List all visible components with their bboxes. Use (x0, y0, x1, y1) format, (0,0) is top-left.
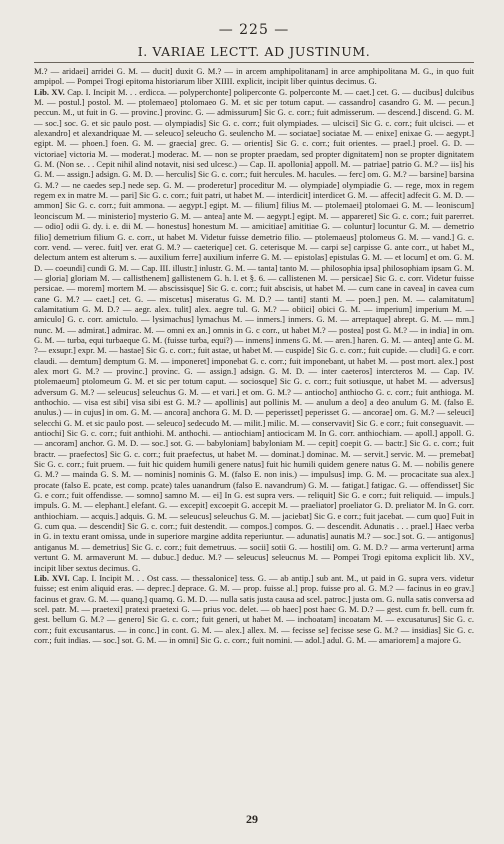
book-label: Lib. XVI. (34, 572, 70, 583)
running-head: I. VARIAE LECTT. AD JUSTINUM. (34, 44, 474, 63)
apparatus-paragraph (34, 573, 474, 645)
paragraph-text: Cap. I. Incipit M. . . Ost cass. — thessalonice] tess. G. — ab antip.] sub ant. M., ut paid in G. supra vers. videtur fuisse; est enim aliquid eras. — deprec.] deprace. G. M. — prop. fuisse al.] prop. fuisse pro al. G. M.? — facinus in eo grav.] facinus et grav. G. M. — quanq.] quamq. G. M. D. — nulla satis justa causa ad scel. patroc.] justa om. G. nulla satis conversa ad scel. patr. M. — praetexi] pratexi praetexi G. — prius voc. delet. — ob haec] post haec G. M. D.? — gest. cum fr. bell. cum fr. gest. bellum G. M.? — genero] Sic G. c. corr.; fuit generi, ut habet M. — inchoatam] incoatam M. — excusaturus] Sic G. c. corr.; fuit excusantarus. — in conc.] in cont. G. M. — alex.] allex. M. — fecisse se] fecisse sese G. M.? — insidias] Sic G. c. corr.; fuit indias. — soc.] sot. G. M. — in omni] Sic G. c. corr.; fuit nomini. — adol.] adul. G. M. — amariorem] a majore G. (34, 572, 474, 645)
paragraph-text: Cap. I. Incipit M. . . erdicca. — polyperchonte] poliperconte G. polperconte M. — caet.] cet. G. — ducibus] dulcibus M. — postul.] postol. M. — ptolemaeo] ptolomaeo G. M. et sic per totum caput. — cassandro] casandro G. M. — pecun.] peccun. M., ut fuit in G. — provinc.] provinc. G. — admissurum] Sic G. c. corr.; fuit admisserum. — descend.] discend. G. M. — soc.] soc. G. et sic paulo post. — olympiadis] Sic G. c. corr.; fuit olympiades. — ulcisci] Sic G. c. corr.; fuit ulcisci. — et alexandro] et alexandriquae M. — seleuco] seleucho G. seulencho M. — sociatae] sociatae M. — enixe] enixae G. — aegypt.] egipt. M. — phoen.] foen. G. M. — graecia] grec. G. — orientis] Sic G. c. corr.; fuit orientes. — prael.] proel. G. D. — victoriae] victoria M. — moderat.] moderac. M. — non se propter praedam, sed propter dignitatem] non se propter dignitatem G. M. (Non se. . . Cepit nihil alind notavit, nisi sed ulcesc.) — Cap. II. apollonia] appoll. M. — patriae] patrio G. M.? — iis] his G. M. — assign.] adsign. G. M. D. — herculis] Sic G. c. corr.; fuit hercules. M. hacules. — ferc] om. G. M.? — barsine] barsina G. M.? — ne caedes sep.] nede sep. G. M. — proderetur] proceditur M. — olympiade] olympiadie G. — rege, mox in regem regem ex in matre M. — pari] Sic G. c. corr.; fuit patri, ut habet M. — interdicit] interdicet G. M. — affecit] adfecit G. M. D. — ammon] Sic G. c. corr.; fuit ammona. — aegypt.] egipt. M. — filium] filius M. — ptolemaei] ptolomaei G. M. — leoniscum] leonciscum M. — ministerio] mysterio G. M. — antea] ante M. — aegypt.] egipt. M. — appareret] Sic G. c. corr.; fuit parerret. — odio] odii G. dy. i. e. dii M. — honestus] honestum M. — amicitiae] amititiae G. — coluntur] locuntur G. M. — demetrio filio] demetrium filium G. c. corr., ut habet M. Videtur fuisse demetrio filio. — ptolemaeus] ptolomeus G. M. — vand.] G. c. corr. vend. — verec. fuit] ver. erat G. M.? — caeterique] cet. G. ceterisque M. — carpi se] carpisse G. ante corr., ut habet M., delectum antem est alterum s. — auxilium ferre] auxilium inferre G. M. — epistolas] epistulas G. M. — et locum] et om. G. M. D. — coeundi] cundi G. M. — Cap. III. illustr.] inlustr. G. M. — tanta] tanto M. — philosophia ipsa] philosophiam ipsam G. M. — gloria] gloriam M. — callisthenem] gallistenem G. h. l. et §. 6. — callistenen M. — persicae] Sic G. c. corr. Videtur fuisse persicae. — morem] mortem M. — abscissisque] Sic G. c. corr.; fuit abscisis, ut habet M. — cum cane in cavea] in cavea cum cane G. M.? — caet.] cet. G. — miscetus] miseratus G. M. D.? — tanti] stanti M. — poen.] pen. M. — calamitatum] calamitatium G. M. D.? — aegr. alex. tulit] alex. aegre tul. G. M.? — obiici] obici G. M. — imperium] imperium M. — amiculo] G. c. corr. amictulo. — lysimachus] lymachus M. — inmers.] inmers. G. M. — arreptaque] abrept. G. M. — mm.] nunc. M. — admirat.] admirac. M. — omni ex an.] omnis in G. c corr., ut habet M.? — postea] post G. M.? — in india] in om. G. M. — turba, equi turbaeque G. M. (fuisse turba, equi?) — inmens] inmens G. M. — aren.] haren. G. M. — anteq] ante G. M. ?— exsupr.] expr. M. — hastae] Sic G. c. corr.; fuit astae, ut habet M. — cuspide] Sic G. c. corr.; fuit cupide. — cludi] G. e corr. claudi. — demtum] demptum G. M. — imponeret] imponebat G. c. corr.; fuit imponebant, ut habet M. — post mort. alex.] post alex mort G. M.? — provinc.] provinc. G. — assign.] adsign. G. M. D. — inter caeteros] intercteros M. — Cap. IV. ptolemaeum] ptolomeum G. M. et sic per totum caput. — sociosque] Sic G. c. corr.; fuit sotiusque, ut habet M. — adversus] adversum G. M.? — seleucus] seleuchus G. M. — et vari.] et om. G. M.? — antiocho] anthiocho G. c. corr.; fuit anthioga. M. anthochio. — visa est sibi] visa sibi est G. M.? — apollinis] aut pollinis M. — anulum a deo] a deo anulum G. M. (falso E. anulus.) — in cujus] in om. G. M. — ancora] anchora G. M. D. — peperisset] peperisset G. — ancorae] om. G. M.? — seleuci] selecchi G. M. et sic paulo post. — seleuco] sedecudo M. — milit.] milic. M. — conservavit] Sic G. e corr.; fuit conseguavit. — antiochi] Sic G. c. corr.; fuit anthiohi. M. anthochi. — antiochiam] antiocicam M. In G. corr. anthiochiam. — apoll.] appoll. G. — ancoram] anchor. G. M. D. — soc.] sot. G. — babyloniam] babyloniam M. — cepit] coepit G. — bactr.] Sic G. c. corr.; fuit bractr. — praefectos] Sic G. c. corr.; fuit praefectus, ut habet M. — dominat.] dominac. M. — servit.] servic. M. — premebat] Sic G. c. corr.; fuit pruem. — fuit hic quidem humili genere natus] fuit hic humili quidem genere natus G. M. — nobilis genere G. M.? — mainda G. S. M. — nominis] nominis G. M. (falso E. non inis.) — impulsus] imp. G. M. — procacitate sua alex.] procate (falso E. pcate, est comp. pcate) tales uanandrum (falso E. navandrum) G. M. — fatigat.] fatigac. G. — offendisset] Sic G. e corr.; fuit offendisse. — somno] samno M. — ei] In G. est supra vers. — reliquit] Sic G. e corr.; fuit reliquid. — impuls.] impuls. G. M. — elephant.] elefant. G. — excepit] excoepit G. accepit M. — praeliator] proeliator G. D. preliator M. In G. corr. anthiochiam. — acquis.] adquis. G. M. — seleucus] seleuchus G. M. — jaciebat] Sic G. e corr.; fuit jacebat. — cum quo] Fuit in G. cum qua. — descendit] Sic G. c. corr.; fuit destendit. — compos.] compos. G. — descendit. Adunatis . . . prael.] Haec verba in G. in textu erant omissa, unde in superiore margine addita reperiuntur. — adunatis] aunatis M.? — soc.] sot. G. — antigonus] antiganus M. — demetrius] Sic G. c. corr.; fuit demetruus. — socii] sotii G. — hostili] om. G. M. D.? — arma verterunt] arma vertunt G. M. armaverunt M. — dubuc.] deduc. M.? — seleucus] seleucnus M. — Pompei Trogi epitoma explicit lib. XV., incipit liber sextus decimus. G. (34, 86, 475, 573)
page-number: — 225 — (218, 22, 290, 38)
apparatus-paragraph (34, 66, 474, 87)
critical-apparatus (34, 66, 474, 645)
book-label: Lib. XV. (34, 86, 65, 97)
apparatus-paragraph (34, 87, 474, 573)
paragraph-text: M.? — aridaei] arridei G. M. — ducit] duxit G. M.? — in arcem amphipolitanam] in arce amphipolitana M. G., in quo fuit ampipol. — Pompei Trogi epitoma historiarum liber XIIII. explicit, incipit liber quintus decimus. G. (34, 66, 474, 87)
signature-mark: 29 (246, 812, 258, 826)
